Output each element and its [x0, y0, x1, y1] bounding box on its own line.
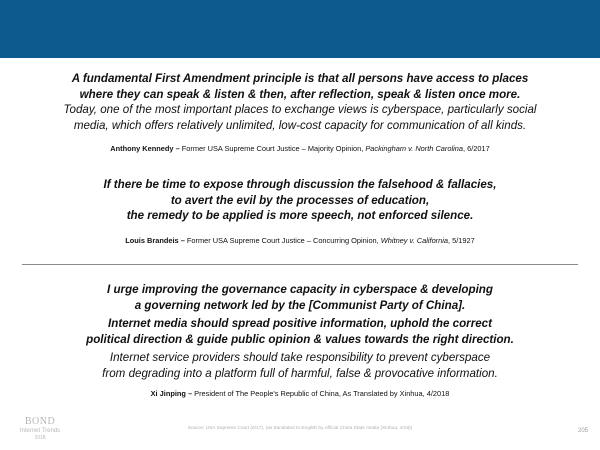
- attribution-date: , 6/2017: [462, 144, 490, 153]
- attribution-role-2: Concurring Opinion,: [312, 236, 381, 245]
- quote-xi-line-5: Internet service providers should take responsibility to prevent cyberspace: [109, 351, 491, 364]
- attribution-name: Anthony Kennedy –: [110, 144, 180, 153]
- source-note: Source: USA Supreme Court (6/17), (as translated to English by official China State media (Xinhua, 4/18)): [187, 426, 413, 431]
- attribution-xi: [0, 389, 600, 399]
- quote-brandeis-line-3: the remedy to be applied is more speech, not enforced silence.: [126, 209, 474, 222]
- logo-year: 2018: [34, 435, 46, 441]
- quote-kennedy-bold-line-2: where they can speak & listen & then, after reflection, speak & listen once more.: [79, 87, 521, 101]
- quote-brandeis: [0, 177, 600, 224]
- quote-brandeis-line-1: If there be time to expose through discussion the falsehood & fallacies,: [103, 178, 497, 191]
- quote-brandeis-line-2: to avert the evil by the processes of education,: [170, 193, 430, 207]
- attribution-name: Xi Jinping –: [150, 389, 193, 398]
- attribution-case: Packingham v. North Carolina: [365, 144, 463, 153]
- quote-kennedy: [0, 71, 600, 133]
- attribution-role: Former USA Supreme Court Justice –: [184, 236, 313, 245]
- quote-kennedy-line-4: media, which offers relatively unlimited, low-cost capacity for communication of all kinds.: [73, 118, 527, 132]
- quote-xi-line-6: from degrading into a platform full of harmful, false & provocative information.: [102, 366, 498, 380]
- quote-kennedy-bold-line-1: A fundamental First Amendment principle is that all persons have access to places: [71, 72, 529, 85]
- attribution-role: President of The People's Republic of China, As Translated by Xinhua, 4/2018: [192, 389, 450, 398]
- quote-kennedy-line-3: Today, one of the most important places to exchange views is cyberspace, particularly social: [63, 103, 537, 116]
- attribution-kennedy: [0, 144, 600, 154]
- section-divider: [22, 264, 578, 265]
- quote-xi-line-3: Internet media should spread positive information, uphold the correct: [108, 317, 492, 330]
- quote-xi: [0, 282, 600, 381]
- attribution-name: Louis Brandeis –: [125, 236, 185, 245]
- page-number: 205: [577, 428, 588, 434]
- header-bar: [0, 0, 600, 58]
- attribution-brandeis: [0, 236, 600, 246]
- quote-xi-line-4: political direction & guide public opinion & values towards the right direction.: [86, 332, 514, 346]
- quote-xi-line-1: I urge improving the governance capacity in cyberspace & developing: [107, 283, 493, 296]
- attribution-role: Former USA Supreme Court Justice – Majority Opinion,: [179, 144, 366, 153]
- logo-subtitle: Internet Trends: [19, 428, 61, 434]
- quote-xi-line-2: a governing network led by the [Communist Party of China].: [134, 298, 466, 312]
- attribution-date: , 5/1927: [448, 236, 475, 245]
- logo-title: BOND: [24, 416, 56, 427]
- attribution-case: Whitney v. California: [380, 236, 449, 245]
